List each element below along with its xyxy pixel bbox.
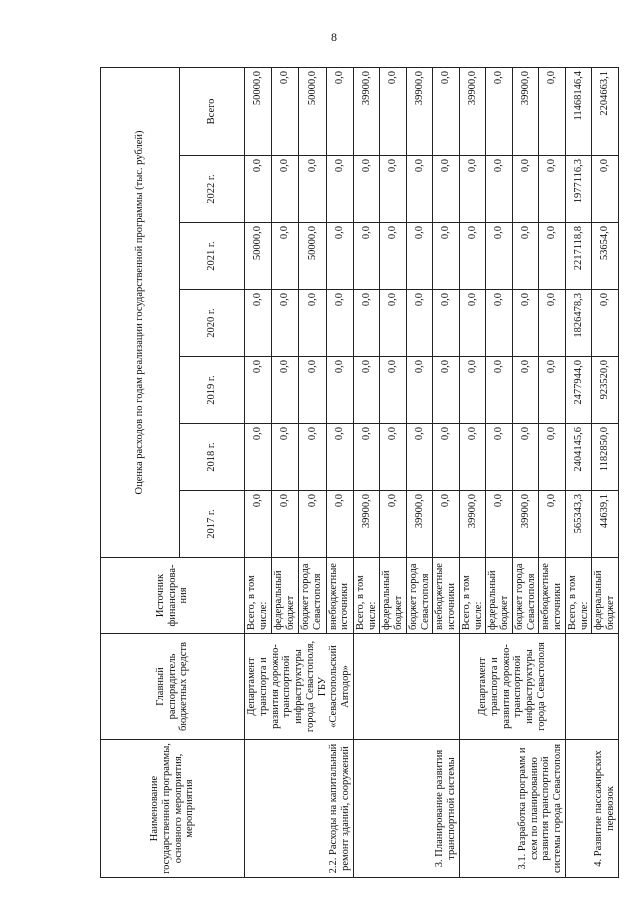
year-value-cell: 0,0 bbox=[539, 424, 566, 491]
source-cell: федеральный бюджет bbox=[592, 558, 619, 634]
total-cell: 39900,0 bbox=[512, 67, 539, 155]
header-total: Всего bbox=[180, 67, 245, 155]
header-source: Источник финансирова-ния bbox=[101, 558, 245, 634]
year-value-cell: 39900,0 bbox=[459, 491, 486, 558]
year-value-cell: 0,0 bbox=[459, 357, 486, 424]
total-cell: 0,0 bbox=[433, 67, 460, 155]
source-cell: бюджет города Севастополя bbox=[299, 558, 326, 634]
year-value-cell: 0,0 bbox=[353, 156, 380, 223]
year-value-cell: 0,0 bbox=[299, 156, 326, 223]
rotated-table bbox=[100, 68, 616, 878]
year-value-cell: 44639,1 bbox=[592, 491, 619, 558]
event-name-cell: 2.2. Расходы на капитальный ремонт зданий, сооружений bbox=[245, 740, 354, 878]
year-value-cell: 0,0 bbox=[245, 357, 272, 424]
year-value-cell: 0,0 bbox=[433, 491, 460, 558]
header-year: 2018 г. bbox=[180, 424, 245, 491]
year-value-cell: 0,0 bbox=[433, 156, 460, 223]
year-value-cell: 0,0 bbox=[512, 156, 539, 223]
year-value-cell: 0,0 bbox=[486, 424, 513, 491]
header-estimate: Оценка расходов по годам реализации государственной программы (тыс. рублей) bbox=[101, 67, 180, 557]
year-value-cell: 50000,0 bbox=[299, 223, 326, 290]
source-cell: Всего, в том числе: bbox=[353, 558, 380, 634]
executor-cell bbox=[353, 634, 459, 740]
year-value-cell: 0,0 bbox=[245, 491, 272, 558]
year-value-cell: 1977116,3 bbox=[565, 156, 592, 223]
year-value-cell: 923520,0 bbox=[592, 357, 619, 424]
year-value-cell: 0,0 bbox=[592, 290, 619, 357]
year-value-cell: 0,0 bbox=[539, 290, 566, 357]
total-cell: 0,0 bbox=[539, 67, 566, 155]
page-number: 8 bbox=[331, 30, 337, 44]
year-value-cell: 0,0 bbox=[353, 223, 380, 290]
source-cell: федеральный бюджет bbox=[272, 558, 299, 634]
year-value-cell: 0,0 bbox=[406, 156, 433, 223]
total-cell: 0,0 bbox=[380, 67, 407, 155]
total-cell: 50000,0 bbox=[299, 67, 326, 155]
header-year: 2021 г. bbox=[180, 223, 245, 290]
year-value-cell: 0,0 bbox=[539, 223, 566, 290]
total-cell: 0,0 bbox=[326, 67, 353, 155]
year-value-cell: 0,0 bbox=[272, 156, 299, 223]
year-value-cell: 0,0 bbox=[326, 156, 353, 223]
year-value-cell: 0,0 bbox=[353, 424, 380, 491]
year-value-cell: 0,0 bbox=[272, 424, 299, 491]
year-value-cell: 0,0 bbox=[459, 223, 486, 290]
year-value-cell: 1182850,0 bbox=[592, 424, 619, 491]
header-name: Наименование государственной программы, основного мероприятия, мероприятия bbox=[101, 740, 245, 878]
year-value-cell: 0,0 bbox=[486, 156, 513, 223]
year-value-cell: 50000,0 bbox=[245, 223, 272, 290]
source-cell: Всего, в том числе: bbox=[565, 558, 592, 634]
year-value-cell: 0,0 bbox=[512, 223, 539, 290]
year-value-cell: 0,0 bbox=[486, 290, 513, 357]
year-value-cell: 0,0 bbox=[272, 223, 299, 290]
header-year: 2022 г. bbox=[180, 156, 245, 223]
rotated-table-container bbox=[100, 68, 616, 878]
year-value-cell: 0,0 bbox=[326, 357, 353, 424]
total-cell: 0,0 bbox=[486, 67, 513, 155]
total-cell: 39900,0 bbox=[353, 67, 380, 155]
year-value-cell: 0,0 bbox=[353, 357, 380, 424]
year-value-cell: 2477944,0 bbox=[565, 357, 592, 424]
source-cell: внебюджетные источники bbox=[539, 558, 566, 634]
year-value-cell: 0,0 bbox=[486, 491, 513, 558]
table-row bbox=[459, 67, 486, 877]
source-cell: бюджет города Севастополя bbox=[512, 558, 539, 634]
year-value-cell: 0,0 bbox=[353, 290, 380, 357]
source-cell: внебюджетные источники bbox=[326, 558, 353, 634]
source-cell: бюджет города Севастополя bbox=[406, 558, 433, 634]
header-year: 2017 г. bbox=[180, 491, 245, 558]
year-value-cell: 0,0 bbox=[380, 290, 407, 357]
year-value-cell: 0,0 bbox=[299, 424, 326, 491]
year-value-cell: 0,0 bbox=[380, 424, 407, 491]
year-value-cell: 0,0 bbox=[272, 357, 299, 424]
source-cell: внебюджетные источники bbox=[433, 558, 460, 634]
header-year: 2020 г. bbox=[180, 290, 245, 357]
year-value-cell: 0,0 bbox=[245, 424, 272, 491]
total-cell: 39900,0 bbox=[459, 67, 486, 155]
total-cell: 0,0 bbox=[272, 67, 299, 155]
source-cell: Всего, в том числе: bbox=[459, 558, 486, 634]
executor-cell bbox=[565, 634, 618, 740]
year-value-cell: 0,0 bbox=[406, 424, 433, 491]
header-executor: Главный распорядитель бюджетных средств bbox=[101, 634, 245, 740]
year-value-cell: 565343,3 bbox=[565, 491, 592, 558]
year-value-cell: 0,0 bbox=[539, 491, 566, 558]
expenses-table bbox=[100, 67, 619, 878]
year-value-cell: 53654,0 bbox=[592, 223, 619, 290]
event-name-cell: 3.1. Разработка программ и схем по планированию развития транспортной системы города Севастополя bbox=[459, 740, 565, 878]
year-value-cell: 0,0 bbox=[433, 357, 460, 424]
year-value-cell: 0,0 bbox=[433, 424, 460, 491]
year-value-cell: 0,0 bbox=[380, 223, 407, 290]
source-cell: Всего, в том числе: bbox=[245, 558, 272, 634]
year-value-cell: 0,0 bbox=[592, 156, 619, 223]
event-name-cell: 3. Планирование развития транспортной системы bbox=[353, 740, 459, 878]
year-value-cell: 0,0 bbox=[299, 290, 326, 357]
year-value-cell: 1826478,3 bbox=[565, 290, 592, 357]
year-value-cell: 0,0 bbox=[512, 424, 539, 491]
total-cell: 39900,0 bbox=[406, 67, 433, 155]
year-value-cell: 39900,0 bbox=[406, 491, 433, 558]
year-value-cell: 0,0 bbox=[406, 290, 433, 357]
year-value-cell: 0,0 bbox=[380, 491, 407, 558]
source-cell: федеральный бюджет bbox=[380, 558, 407, 634]
year-value-cell: 0,0 bbox=[512, 357, 539, 424]
year-value-cell: 0,0 bbox=[539, 156, 566, 223]
year-value-cell: 0,0 bbox=[326, 290, 353, 357]
year-value-cell: 2404145,6 bbox=[565, 424, 592, 491]
year-value-cell: 0,0 bbox=[433, 290, 460, 357]
year-value-cell: 0,0 bbox=[459, 424, 486, 491]
year-value-cell: 0,0 bbox=[245, 290, 272, 357]
year-value-cell: 39900,0 bbox=[512, 491, 539, 558]
table-row bbox=[353, 67, 380, 877]
year-value-cell: 0,0 bbox=[406, 223, 433, 290]
year-value-cell: 0,0 bbox=[380, 357, 407, 424]
year-value-cell: 0,0 bbox=[459, 290, 486, 357]
year-value-cell: 0,0 bbox=[326, 424, 353, 491]
year-value-cell: 0,0 bbox=[380, 156, 407, 223]
year-value-cell: 0,0 bbox=[272, 491, 299, 558]
year-value-cell: 0,0 bbox=[486, 357, 513, 424]
year-value-cell: 2217118,8 bbox=[565, 223, 592, 290]
total-cell: 2204663,1 bbox=[592, 67, 619, 155]
total-cell: 50000,0 bbox=[245, 67, 272, 155]
executor-cell: Департамент транспорта и развития дорожно-транспортной инфраструктуры города Севастополя bbox=[459, 634, 565, 740]
year-value-cell: 39900,0 bbox=[353, 491, 380, 558]
year-value-cell: 0,0 bbox=[272, 290, 299, 357]
total-cell: 11468146,4 bbox=[565, 67, 592, 155]
year-value-cell: 0,0 bbox=[539, 357, 566, 424]
table-row bbox=[565, 67, 592, 877]
source-cell: федеральный бюджет bbox=[486, 558, 513, 634]
table-row bbox=[245, 67, 272, 877]
table-body bbox=[245, 67, 619, 877]
year-value-cell: 0,0 bbox=[459, 156, 486, 223]
year-value-cell: 0,0 bbox=[433, 223, 460, 290]
executor-cell: Департамент транспорта и развития дорожно-транспортной инфраструктуры города Севастополя, ГБУ «Севастопольский Автодор» bbox=[245, 634, 354, 740]
year-value-cell: 0,0 bbox=[326, 223, 353, 290]
header-year: 2019 г. bbox=[180, 357, 245, 424]
year-value-cell: 0,0 bbox=[326, 491, 353, 558]
year-value-cell: 0,0 bbox=[512, 290, 539, 357]
event-name-cell: 4. Развитие пассажирских перевозок bbox=[565, 740, 618, 878]
year-value-cell: 0,0 bbox=[486, 223, 513, 290]
year-value-cell: 0,0 bbox=[406, 357, 433, 424]
year-value-cell: 0,0 bbox=[299, 357, 326, 424]
year-value-cell: 0,0 bbox=[245, 156, 272, 223]
year-value-cell: 0,0 bbox=[299, 491, 326, 558]
